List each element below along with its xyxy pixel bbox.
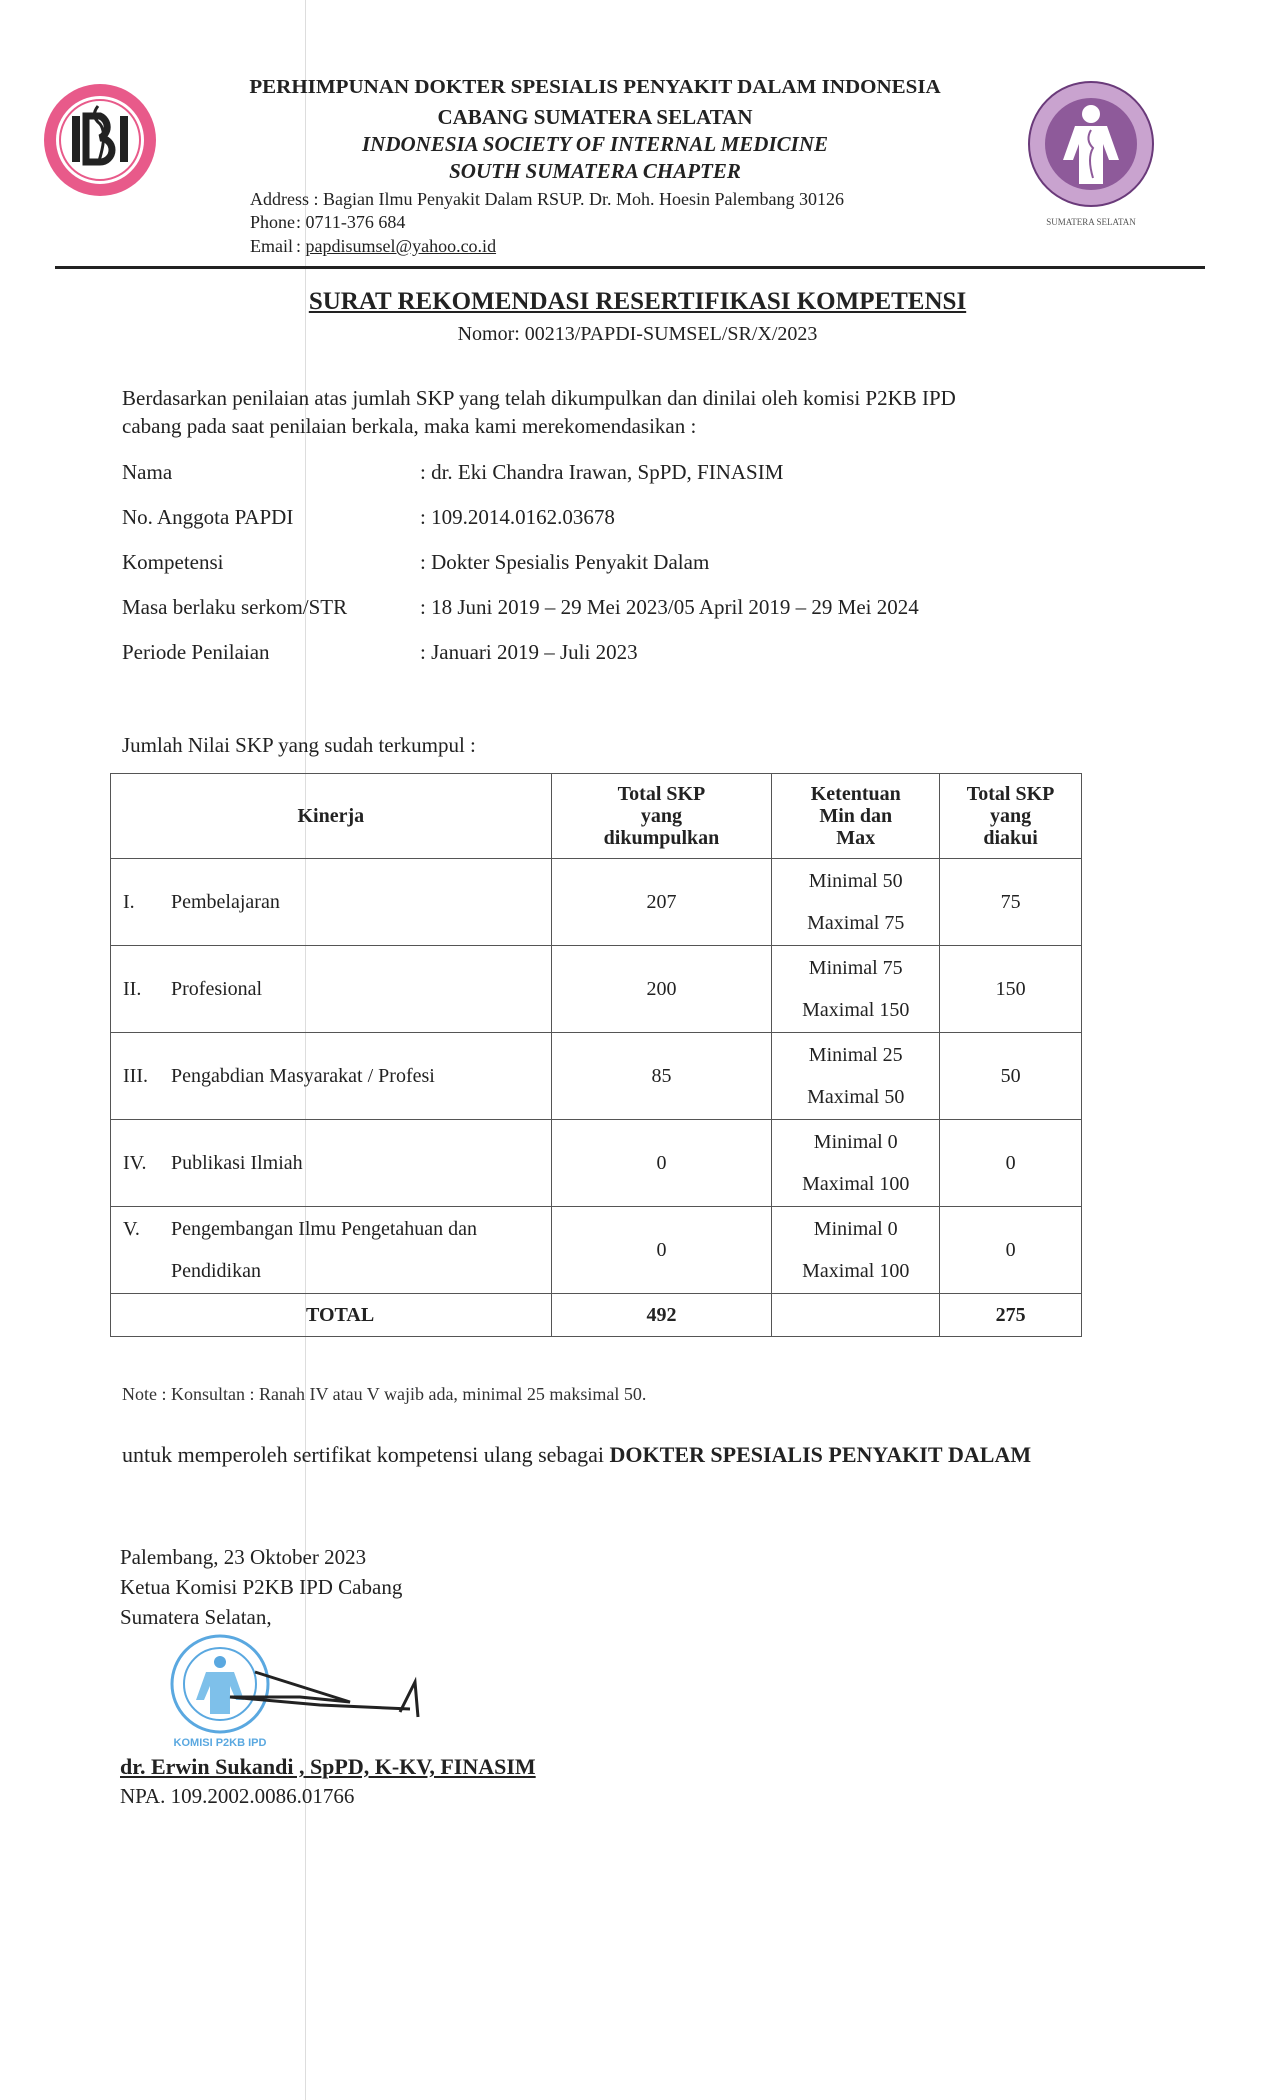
row-min-max: Minimal 0 Maximal 100 xyxy=(772,1120,940,1207)
email-link[interactable]: papdisumsel@yahoo.co.id xyxy=(305,236,497,256)
note: Note : Konsultan : Ranah IV atau V wajib ada, minimal 25 maksimal 50. xyxy=(122,1384,647,1404)
purpose-paragraph xyxy=(122,1440,1152,1470)
phone-value: : 0711-376 684 xyxy=(296,212,406,232)
purpose-bold-2: DALAM xyxy=(948,1442,1032,1467)
purpose-text: untuk memperoleh sertifikat kompetensi ulang sebagai xyxy=(122,1442,605,1467)
field-label-nama: Nama xyxy=(122,460,173,484)
field-label-member-no: No. Anggota PAPDI xyxy=(122,505,294,529)
stamp-and-signature xyxy=(160,1632,500,1750)
row-kinerja: I. Pembelajaran xyxy=(111,859,552,946)
row-min-max: Minimal 50 Maximal 75 xyxy=(772,859,940,946)
english-name: INDONESIA SOCIETY OF INTERNAL MEDICINE xyxy=(361,132,828,156)
right-logo-caption: SUMATERA SELATAN xyxy=(1046,217,1136,227)
field-label-validity: Masa berlaku serkom/STR xyxy=(122,595,348,619)
row-recognized: 150 xyxy=(940,946,1082,1033)
papdi-right-logo xyxy=(1025,80,1160,230)
table-row xyxy=(111,1033,1082,1120)
phone-line xyxy=(250,212,405,233)
row-recognized: 0 xyxy=(940,1120,1082,1207)
field-value-period: : Januari 2019 – Juli 2023 xyxy=(420,640,638,664)
header-recognized: Total SKP yang diakui xyxy=(940,774,1082,859)
row-min-max: Minimal 25 Maximal 50 xyxy=(772,1033,940,1120)
total-min-max xyxy=(772,1294,940,1337)
position-line-2: Sumatera Selatan, xyxy=(120,1605,272,1629)
document-title: SURAT REKOMENDASI RESERTIFIKASI KOMPETENSI xyxy=(308,288,967,315)
table-total-row xyxy=(111,1294,1082,1337)
header-collected: Total SKP yang dikumpulkan xyxy=(551,774,772,859)
header-rule xyxy=(55,266,1205,269)
row-collected: 0 xyxy=(551,1120,772,1207)
email-line xyxy=(250,236,496,257)
row-recognized: 50 xyxy=(940,1033,1082,1120)
total-collected: 492 xyxy=(551,1294,772,1337)
total-recognized: 275 xyxy=(940,1294,1082,1337)
position-line-1: Ketua Komisi P2KB IPD Cabang xyxy=(120,1575,403,1599)
address-line xyxy=(250,189,844,210)
address-value: : Bagian Ilmu Penyakit Dalam RSUP. Dr. Moh. Hoesin Palembang 30126 xyxy=(313,189,844,209)
table-row xyxy=(111,946,1082,1033)
skp-table xyxy=(110,773,1082,1337)
row-recognized: 75 xyxy=(940,859,1082,946)
row-collected: 200 xyxy=(551,946,772,1033)
email-prefix: : xyxy=(296,236,306,256)
stamp-text: KOMISI P2KB IPD xyxy=(173,1737,267,1749)
field-value-competence: : Dokter Spesialis Penyakit Dalam xyxy=(420,550,710,574)
total-label: TOTAL xyxy=(111,1294,552,1337)
table-row xyxy=(111,1120,1082,1207)
signer-npa: NPA. 109.2002.0086.01766 xyxy=(120,1784,355,1808)
header-kinerja: Kinerja xyxy=(111,774,552,859)
purpose-bold: DOKTER SPESIALIS PENYAKIT xyxy=(609,1442,943,1467)
branch-name: CABANG SUMATERA SELATAN xyxy=(437,105,753,129)
row-kinerja: III. Pengabdian Masyarakat / Profesi xyxy=(111,1033,552,1120)
phone-label: Phone xyxy=(250,212,295,232)
row-collected: 85 xyxy=(551,1033,772,1120)
stamp-icon xyxy=(172,1636,268,1749)
table-header-row xyxy=(111,774,1082,859)
field-value-member-no: : 109.2014.0162.03678 xyxy=(420,505,615,529)
org-name: PERHIMPUNAN DOKTER SPESIALIS PENYAKIT DALAM INDONESIA xyxy=(249,76,941,98)
table-intro: Jumlah Nilai SKP yang sudah terkumpul : xyxy=(122,733,476,757)
email-label: Email xyxy=(250,236,293,256)
field-label-competence: Kompetensi xyxy=(122,550,224,574)
row-kinerja: II. Profesional xyxy=(111,946,552,1033)
row-min-max: Minimal 75 Maximal 150 xyxy=(772,946,940,1033)
field-label-period: Periode Penilaian xyxy=(122,640,270,664)
row-kinerja: V. Pengembangan Ilmu Pengetahuan dan Pendidikan xyxy=(111,1207,552,1294)
row-recognized: 0 xyxy=(940,1207,1082,1294)
document-number: Nomor: 00213/PAPDI-SUMSEL/SR/X/2023 xyxy=(457,323,818,345)
intro-line-1: Berdasarkan penilaian atas jumlah SKP yang telah dikumpulkan dan dinilai oleh komisi P2KB IPD xyxy=(122,386,956,410)
chapter-name: SOUTH SUMATERA CHAPTER xyxy=(449,159,741,183)
row-collected: 207 xyxy=(551,859,772,946)
intro-line-2: cabang pada saat penilaian berkala, maka kami merekomendasikan : xyxy=(122,414,697,438)
table-row xyxy=(111,1207,1082,1294)
row-kinerja: IV. Publikasi Ilmiah xyxy=(111,1120,552,1207)
row-min-max: Minimal 0 Maximal 100 xyxy=(772,1207,940,1294)
signature-icon xyxy=(230,1672,418,1717)
place-date: Palembang, 23 Oktober 2023 xyxy=(120,1545,367,1569)
row-collected: 0 xyxy=(551,1207,772,1294)
header-min-max: Ketentuan Min dan Max xyxy=(772,774,940,859)
signer-name: dr. Erwin Sukandi , SpPD, K-KV, FINASIM xyxy=(120,1754,536,1779)
address-label: Address xyxy=(250,189,309,209)
table-row xyxy=(111,859,1082,946)
field-value-nama: : dr. Eki Chandra Irawan, SpPD, FINASIM xyxy=(420,460,784,484)
field-value-validity: : 18 Juni 2019 – 29 Mei 2023/05 April 2019 – 29 Mei 2024 xyxy=(420,595,919,619)
